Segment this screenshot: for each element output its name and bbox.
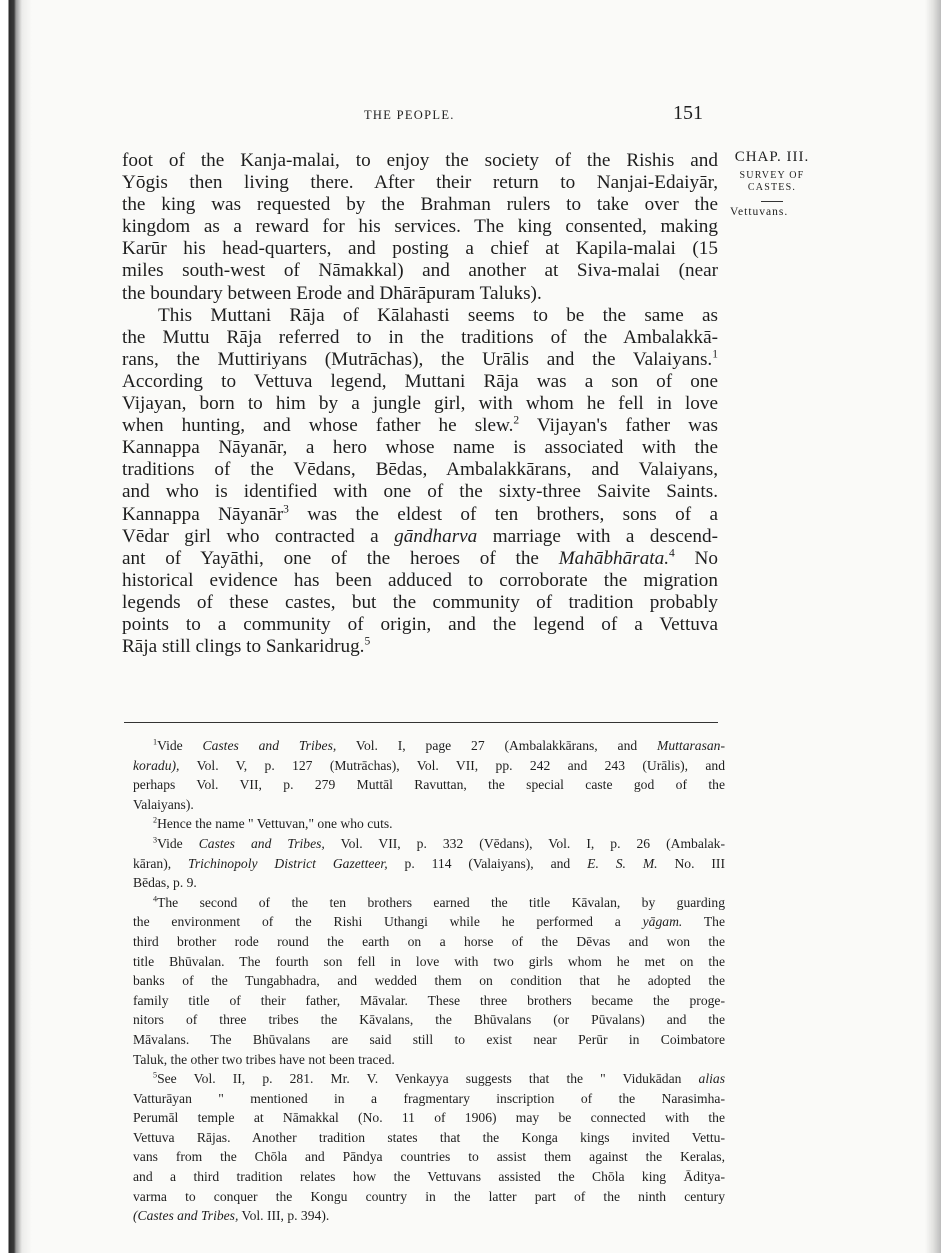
body-line (122, 415, 718, 437)
footnote-text: Vol. VII, p. 332 (Vēdans), Vol. I, p. 26 (Ambalak- (340, 835, 725, 851)
body-text-run: Kannappa Nāyanār (122, 503, 284, 525)
footnote-line: vans from the Chōla and Pāndya countries to assist them against the Keralas, (133, 1149, 725, 1165)
body-text-run: marriage with a descend- (492, 525, 719, 547)
footnote-line (133, 912, 725, 932)
footnote-line: banks of the Tungabhadra, and wedded them on condition that he adopted the (133, 973, 725, 989)
margin-section-line2: CASTES. (747, 182, 797, 193)
body-line (122, 504, 718, 526)
footnote-mark: 5 (153, 1070, 158, 1080)
footnote-italic: koradu), (133, 757, 180, 773)
body-line (122, 636, 718, 658)
footnote-ref-5[interactable]: 5 (364, 635, 371, 648)
footnote-mark: 3 (153, 835, 158, 845)
footnote-italic: Castes and Tribes, (202, 738, 337, 753)
footnote-text: Vol. I, page 27 (Ambalakkārans, and (355, 738, 638, 753)
footnote-text: the environment of the Rishi Uthangi while he performed a (133, 914, 621, 930)
footnote-ref-3[interactable]: 3 (283, 503, 289, 516)
margin-section (722, 170, 822, 194)
body-line: traditions of the Vēdans, Bēdas, Ambalakkārans, and Valaiyans, (122, 459, 718, 481)
body-text (122, 150, 718, 658)
footnote-text: See Vol. II, p. 281. Mr. V. Venkayya suggests that the " Vidukādan (157, 1071, 682, 1087)
body-line: Yōgis then living there. After their return to Nanjai-Edaiyār, (122, 172, 718, 194)
running-header: THE PEOPLE. (364, 108, 455, 122)
body-text-run: when hunting, and whose father he slew. (122, 415, 514, 437)
footnote-italic: E. S. M. (587, 855, 658, 871)
footnote-text: No. III (674, 855, 725, 871)
footnote-italic: Trichinopoly District Gazetteer, (188, 855, 388, 871)
footnote-line: and a third tradition relates how the Vettuvans assisted the Chōla king Āditya- (133, 1169, 725, 1185)
body-line: the boundary between Erode and Dhārāpuram Taluks). (122, 282, 542, 304)
page-edge-shadow-right (925, 0, 941, 1253)
margin-divider (761, 201, 783, 202)
footnote-5 (133, 1069, 725, 1226)
footnote-line (133, 854, 725, 874)
footnote-mark: 2 (153, 815, 158, 825)
body-text-run: Vēdar girl who contracted a (122, 525, 379, 547)
footnote-divider (124, 722, 718, 723)
body-line (122, 548, 718, 570)
body-italic-term: Mahābhārata. (558, 547, 670, 569)
footnote-text: Vide (157, 738, 183, 753)
footnote-3 (133, 834, 725, 893)
footnote-line: Taluk, the other two tribes have not been traced. (133, 1051, 395, 1067)
body-line: points to a community of origin, and the legend of a Vettuva (122, 613, 718, 635)
body-line (122, 349, 718, 371)
body-line: This Muttani Rāja of Kālahasti seems to be the same as (158, 304, 718, 326)
footnote-ref-4[interactable]: 4 (669, 547, 675, 560)
footnote-italic: yāgam. (642, 914, 683, 930)
body-line: According to Vettuva legend, Muttani Rāja was a son of one (122, 370, 718, 392)
page-binding-shadow-left (0, 0, 32, 1253)
body-line: kingdom as a reward for his services. The king consented, making (122, 216, 718, 238)
page-number: 151 (673, 102, 703, 124)
margin-chapter: CHAP. III. (734, 149, 810, 165)
margin-subject: Vettuvans. (730, 206, 789, 218)
body-line: and who is identified with one of the sixty-three Saivite Saints. (122, 481, 718, 503)
body-text-run: was the eldest of ten brothers, sons of a (307, 503, 718, 525)
footnote-text: The second of the ten brothers earned the title Kāvalan, by guarding (157, 894, 725, 910)
footnote-line: perhaps Vol. VII, p. 279 Muttāl Ravuttan, the special caste god of the (133, 777, 725, 793)
footnote-text: kāran), (133, 855, 172, 871)
body-text-run: Vijayan's father was (536, 415, 719, 437)
margin-note (722, 149, 822, 218)
body-text-run: rans, the Muttiriyans (Mutrāchas), the Urālis and the Valaiyans. (122, 348, 713, 370)
body-line: the Muttu Rāja referred to in the traditions of the Ambalakkā- (122, 326, 718, 348)
footnote-italic: Castes and Tribes, (198, 835, 325, 851)
body-line: Karūr his head-quarters, and posting a chief at Kapila-malai (15 (122, 238, 718, 260)
body-text-run: Rāja still clings to Sankaridrug. (122, 636, 365, 658)
footnote-line: Māvalans. The Bhūvalans are said still to exist near Perūr in Coimbatore (133, 1031, 725, 1047)
body-line: Kannappa Nāyanār, a hero whose name is associated with the (122, 437, 718, 459)
footnote-line (133, 893, 725, 913)
footnote-line: Vatturāyan " mentioned in a fragmentary inscription of the Narasimha- (133, 1090, 725, 1106)
footnote-2 (133, 814, 725, 834)
footnote-italic: (Castes and Tribes, (133, 1208, 239, 1224)
footnote-line: Vettuva Rājas. Another tradition states that the Konga kings invited Vettu- (133, 1129, 725, 1145)
footnote-italic: alias (698, 1071, 725, 1087)
footnote-text: Vol. III, p. 394). (241, 1208, 330, 1224)
footnote-line: family title of their father, Māvalar. These three brothers became the proge- (133, 992, 725, 1008)
body-text-run: No (694, 547, 718, 569)
footnote-ref-2[interactable]: 2 (513, 414, 520, 427)
body-line: the king was requested by the Brahman rulers to take over the (122, 194, 718, 216)
footnote-1 (133, 736, 725, 814)
margin-section-line1: SURVEY OF (739, 170, 805, 181)
footnotes (133, 736, 725, 1226)
footnote-mark: 4 (153, 894, 158, 904)
footnote-text: Hence the name " Vettuvan," one who cuts. (157, 816, 393, 832)
footnote-text: Vide (157, 835, 183, 851)
footnote-line: Valaiyans). (133, 796, 194, 812)
body-line: miles south-west of Nāmakkal) and another at Siva-malai (near (122, 260, 718, 282)
body-line: Vijayan, born to him by a jungle girl, with whom he fell in love (122, 393, 718, 415)
footnote-line: third brother rode round the earth on a horse of the Dēvas and won the (133, 933, 725, 949)
footnote-line (133, 814, 725, 834)
footnote-text: Vol. V, p. 127 (Mutrāchas), Vol. VII, pp. 242 and 243 (Urālis), and (196, 757, 726, 773)
body-line (122, 526, 718, 548)
body-text-run: ant of Yayāthi, one of the heroes of the (122, 547, 539, 569)
footnote-line: nitors of three tribes the Kāvalans, the Bhūvalans (or Pūvalans) and the (133, 1012, 725, 1028)
body-line: foot of the Kanja-malai, to enjoy the society of the Rishis and (122, 150, 718, 171)
footnote-text: p. 114 (Valaiyans), and (404, 855, 571, 871)
body-line: legends of these castes, but the community of tradition probably (122, 591, 718, 613)
footnote-italic: Muttarasan- (657, 738, 725, 753)
footnote-line (133, 756, 725, 776)
footnote-line: Perumāl temple at Nāmakkal (No. 11 of 1906) may be connected with the (133, 1110, 725, 1126)
footnote-line: title Bhūvalan. The fourth son fell in love with two girls whom he met on the (133, 953, 725, 969)
footnote-text: The (703, 914, 725, 930)
footnote-line: varma to conquer the Kongu country in the latter part of the ninth century (133, 1188, 725, 1204)
footnote-line (133, 1069, 725, 1089)
footnote-line (133, 736, 725, 756)
body-italic-term: gāndharva (394, 525, 478, 547)
footnote-mark: 1 (153, 737, 158, 747)
footnote-line: Bēdas, p. 9. (133, 875, 197, 891)
body-line: historical evidence has been adduced to corroborate the migration (122, 569, 718, 591)
footnote-4 (133, 893, 725, 1069)
footnote-ref-1[interactable]: 1 (712, 348, 718, 361)
footnote-line (133, 1206, 725, 1226)
footnote-line (133, 834, 725, 854)
